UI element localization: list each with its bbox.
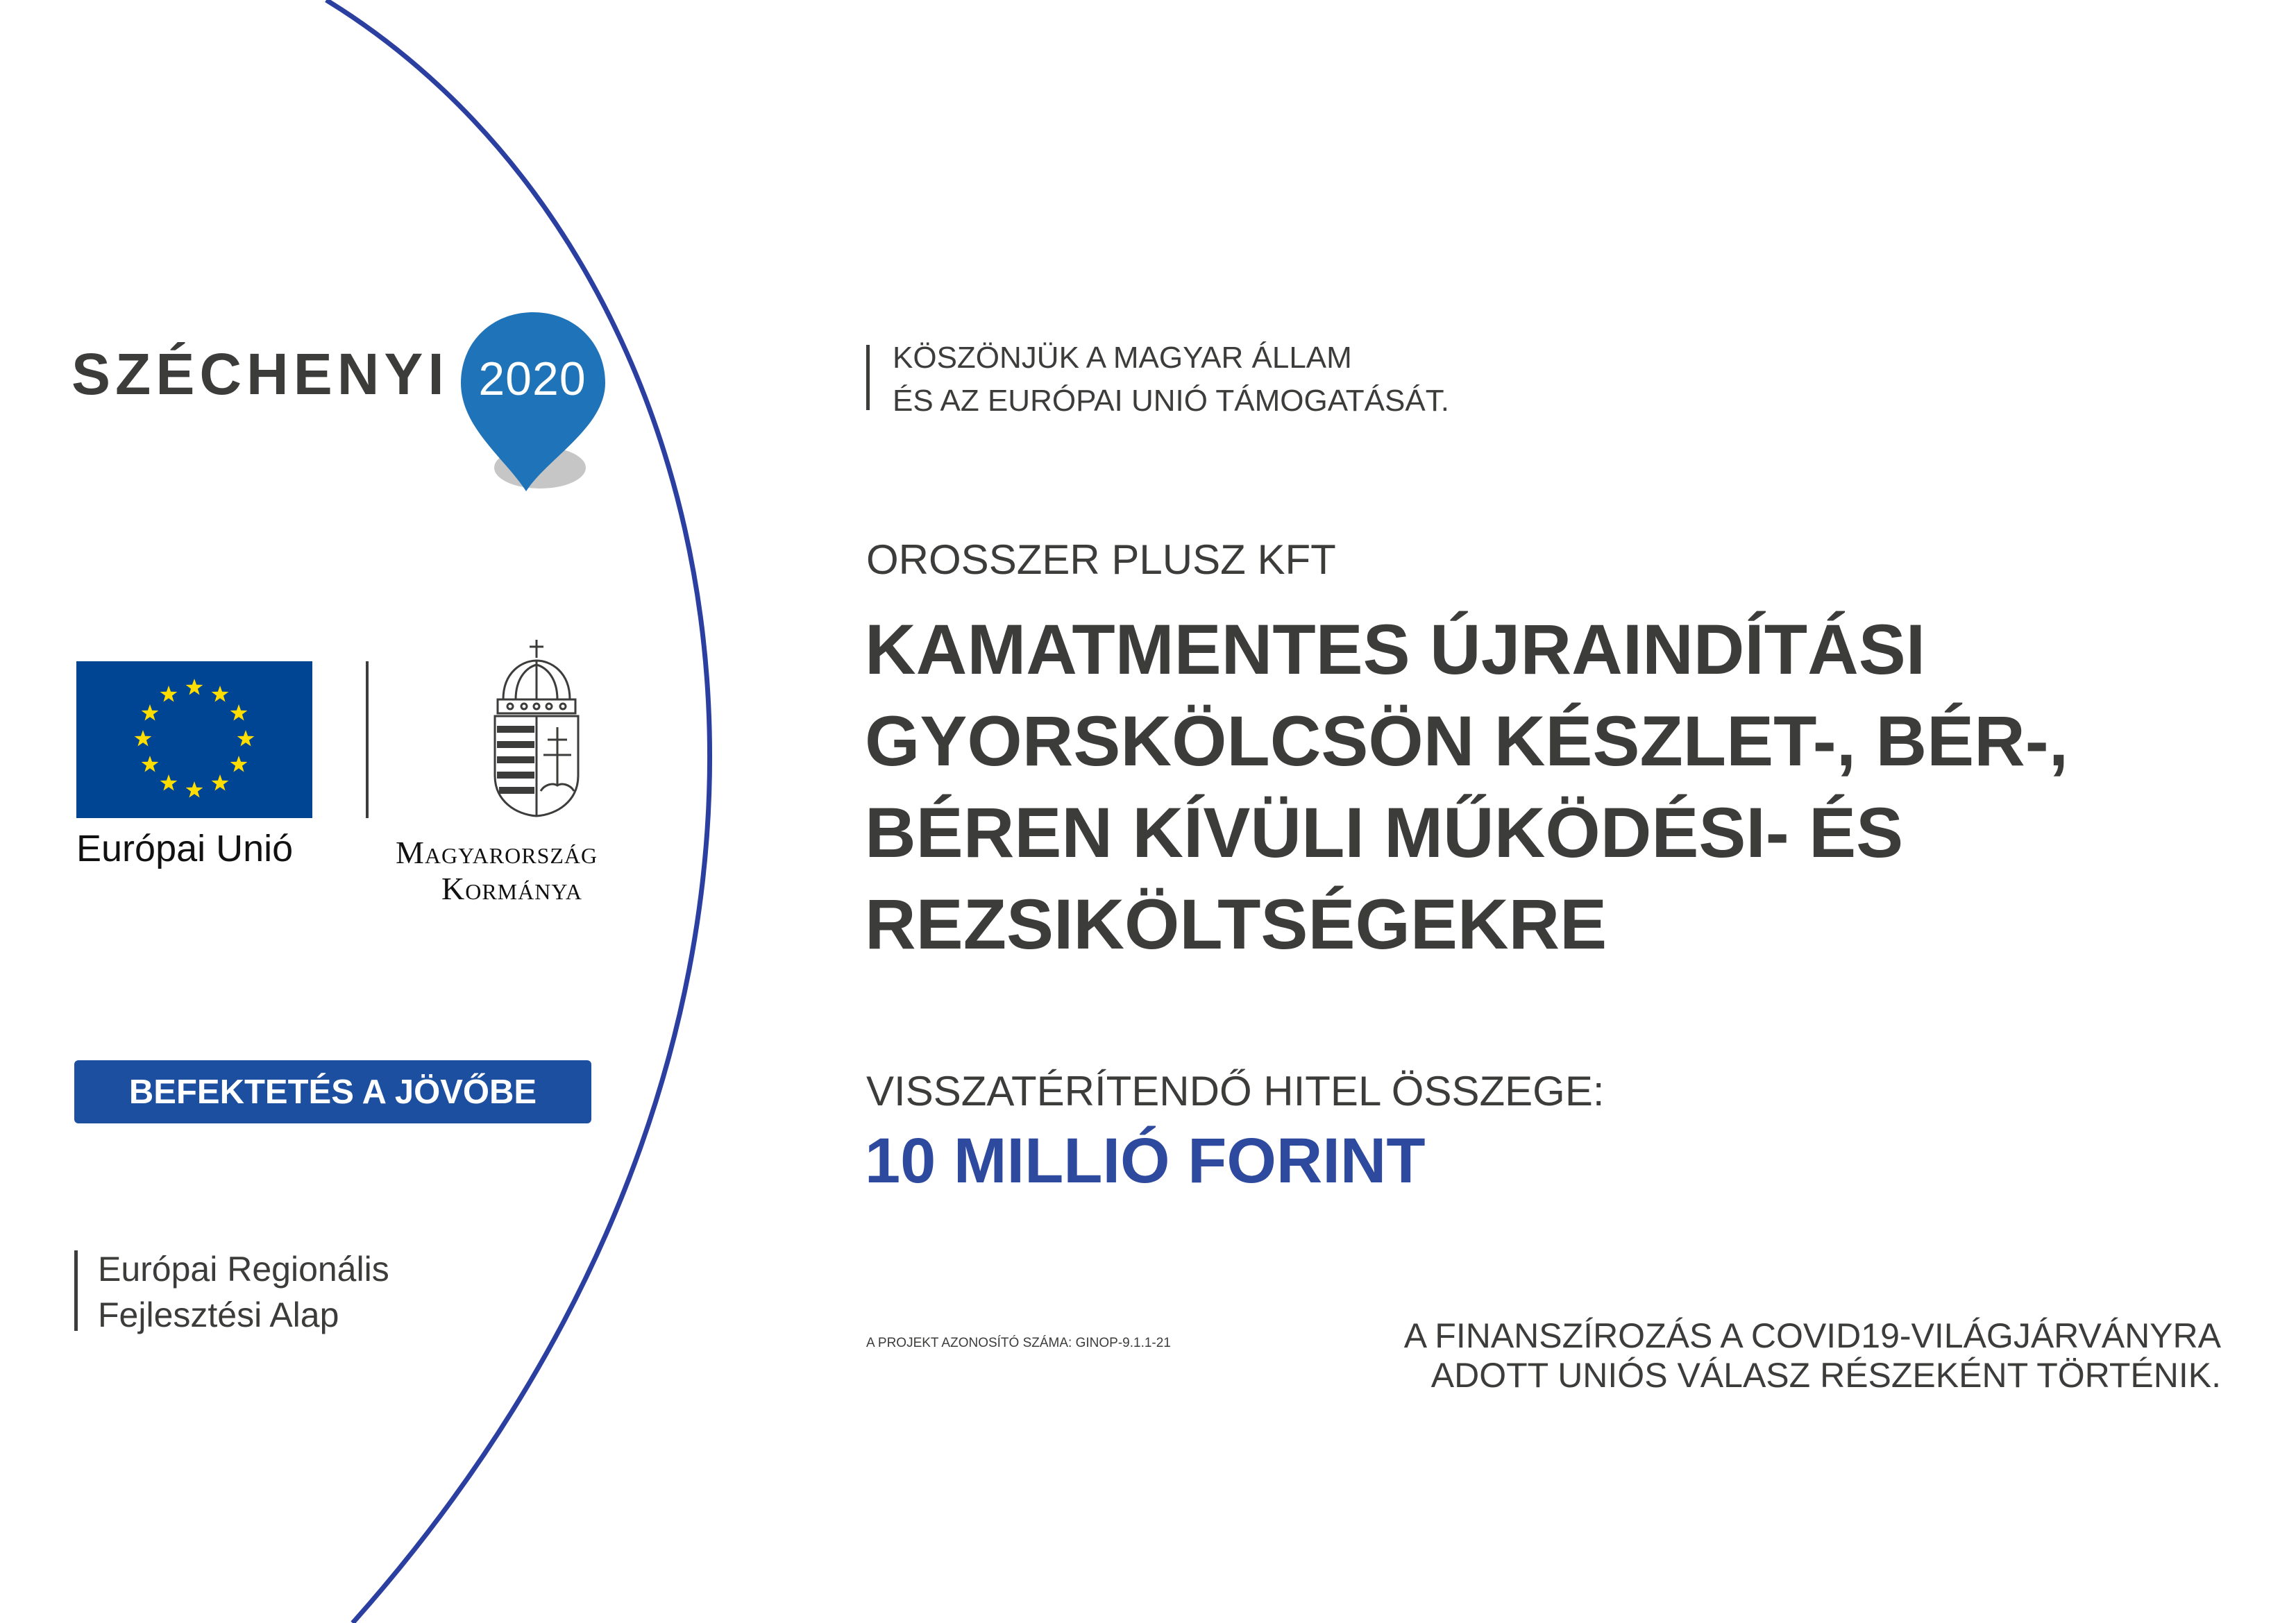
thanks-line2: ÉS AZ EURÓPAI UNIÓ TÁMOGATÁSÁT. — [893, 384, 1449, 418]
loan-label: VISSZATÉRÍTENDŐ HITEL ÖSSZEGE: — [866, 1068, 1605, 1114]
logo-divider — [366, 661, 369, 818]
fund-divider — [74, 1250, 78, 1331]
szechenyi-wordmark: SZÉCHENYI — [71, 341, 449, 407]
government-name-line1: Magyarország — [396, 835, 598, 870]
szechenyi-year: 2020 — [478, 352, 586, 405]
company-name: OROSSZER PLUSZ KFT — [866, 536, 1336, 583]
loan-amount: 10 MILLIÓ FORINT — [865, 1125, 1426, 1196]
project-title-line: GYORSKÖLCSÖN KÉSZLET-, BÉR-, — [865, 702, 2069, 781]
thanks-divider — [866, 345, 870, 410]
project-title-line: BÉREN KÍVÜLI MŰKÖDÉSI- ÉS — [865, 793, 1904, 872]
fund-name-line1: Európai Regionális — [98, 1250, 389, 1289]
fund-name-line2: Fejlesztési Alap — [98, 1295, 339, 1334]
invest-banner: BEFEKTETÉS A JÖVŐBE — [74, 1060, 591, 1123]
coat-of-arms-icon — [488, 637, 585, 819]
eu-label: Európai Unió — [76, 828, 294, 869]
eu-flag-icon — [76, 661, 312, 818]
financing-note-line2: ADOTT UNIÓS VÁLASZ RÉSZEKÉNT TÖRTÉNIK. — [1430, 1356, 2221, 1395]
project-title-line: KAMATMENTES ÚJRAINDÍTÁSI — [865, 610, 1926, 689]
thanks-line1: KÖSZÖNJÜK A MAGYAR ÁLLAM — [893, 341, 1352, 375]
government-name-line2: Kormánya — [441, 871, 583, 906]
project-id: A PROJEKT AZONOSÍTÓ SZÁMA: GINOP-9.1.1-21 — [866, 1336, 1171, 1350]
project-title-line: REZSIKÖLTSÉGEKRE — [865, 885, 1607, 964]
financing-note-line1: A FINANSZÍROZÁS A COVID19-VILÁGJÁRVÁNYRA — [1403, 1316, 2221, 1355]
